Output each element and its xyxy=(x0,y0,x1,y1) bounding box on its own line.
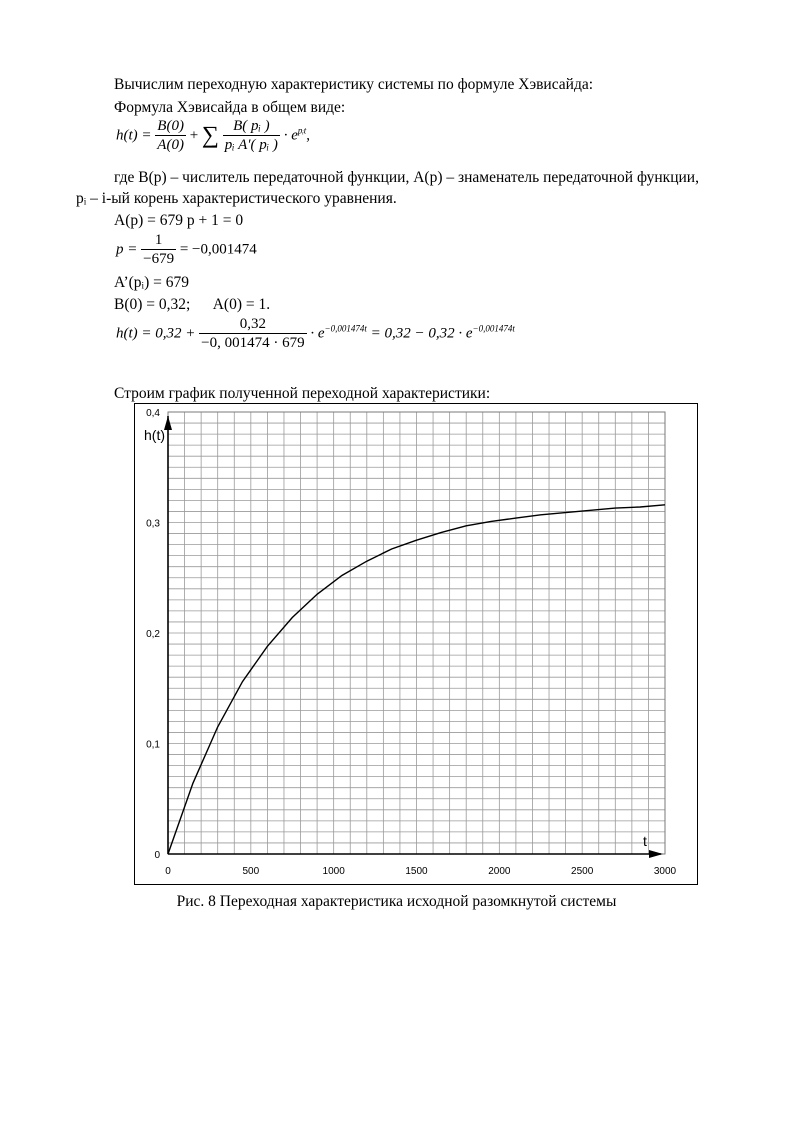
final-rhs-superscript: −0,001474t xyxy=(472,323,515,334)
a-prime-equation: A’(pᵢ) = 679 xyxy=(114,274,189,291)
root-formula xyxy=(116,232,257,268)
final-exp: · e xyxy=(310,325,325,342)
x-axis-arrow xyxy=(649,850,663,858)
exp-term: · e xyxy=(283,127,298,144)
final-exp-superscript: −0,001474t xyxy=(324,323,367,334)
frac-numerator: B(0) xyxy=(155,118,186,136)
x-tick-label: 1000 xyxy=(322,866,345,877)
final-formula xyxy=(116,316,515,352)
fraction-root xyxy=(141,232,176,268)
x-tick-label: 500 xyxy=(242,866,260,877)
x-tick-label: 2500 xyxy=(571,866,594,877)
exp-superscript: pᵢt xyxy=(297,125,307,136)
plus-sign: + xyxy=(189,127,199,144)
y-axis-label: h(t) xyxy=(144,427,165,443)
general-formula-label: Формула Хэвисайда в общем виде: xyxy=(114,99,346,116)
fraction-b0-a0 xyxy=(155,118,186,154)
comma: , xyxy=(306,127,311,144)
a-equation: A(p) = 679 p + 1 = 0 xyxy=(114,212,244,229)
root-lhs: p = xyxy=(116,241,138,258)
plot-intro-text: Строим график полученной переходной характеристики: xyxy=(114,385,491,402)
transient-response-chart xyxy=(135,404,697,884)
final-lhs: h(t) = 0,32 + xyxy=(116,325,196,342)
x-tick-label: 0 xyxy=(165,866,171,877)
intro-text: Вычислим переходную характеристику системы по формуле Хэвисайда: xyxy=(114,76,594,93)
frac-denominator: −679 xyxy=(143,251,175,268)
frac-denominator: pᵢ A′( pᵢ ) xyxy=(224,137,278,154)
heaviside-general-formula xyxy=(116,118,310,154)
x-tick-label: 1500 xyxy=(405,866,428,877)
frac-numerator: 0,32 xyxy=(199,316,306,334)
root-rhs: = −0,001474 xyxy=(179,241,257,258)
x-tick-label: 2000 xyxy=(488,866,511,877)
frac-numerator: 1 xyxy=(141,232,176,250)
fraction-final xyxy=(199,316,306,352)
formula-lhs: h(t) = xyxy=(116,127,152,144)
fraction-bpi xyxy=(223,118,280,154)
y-tick-label: 0,2 xyxy=(146,629,160,640)
final-rhs: = 0,32 − 0,32 · e xyxy=(370,325,473,342)
b0-a0-values: B(0) = 0,32; A(0) = 1. xyxy=(114,296,271,313)
frac-denominator: A(0) xyxy=(157,137,184,154)
y-tick-label: 0,1 xyxy=(146,739,160,751)
chart-frame xyxy=(134,403,698,885)
sum-symbol: ∑ xyxy=(201,122,220,149)
y-tick-label: 0,3 xyxy=(146,518,160,530)
y-tick-label: 0 xyxy=(154,850,160,861)
frac-denominator: −0, 001474 · 679 xyxy=(201,335,305,352)
x-tick-label: 3000 xyxy=(653,866,677,877)
where-text-line2: pᵢ – i-ый корень характеристического уравнения. xyxy=(76,190,397,207)
where-text-line1: где B(p) – числитель передаточной функции, A(p) – знаменатель передаточной функции, xyxy=(114,169,699,186)
y-tick-label: 0,4 xyxy=(146,408,160,419)
frac-numerator: B( pᵢ ) xyxy=(223,118,280,136)
figure-caption: Рис. 8 Переходная характеристика исходной разомкнутой системы xyxy=(176,893,617,910)
x-axis-label: t xyxy=(643,833,647,849)
